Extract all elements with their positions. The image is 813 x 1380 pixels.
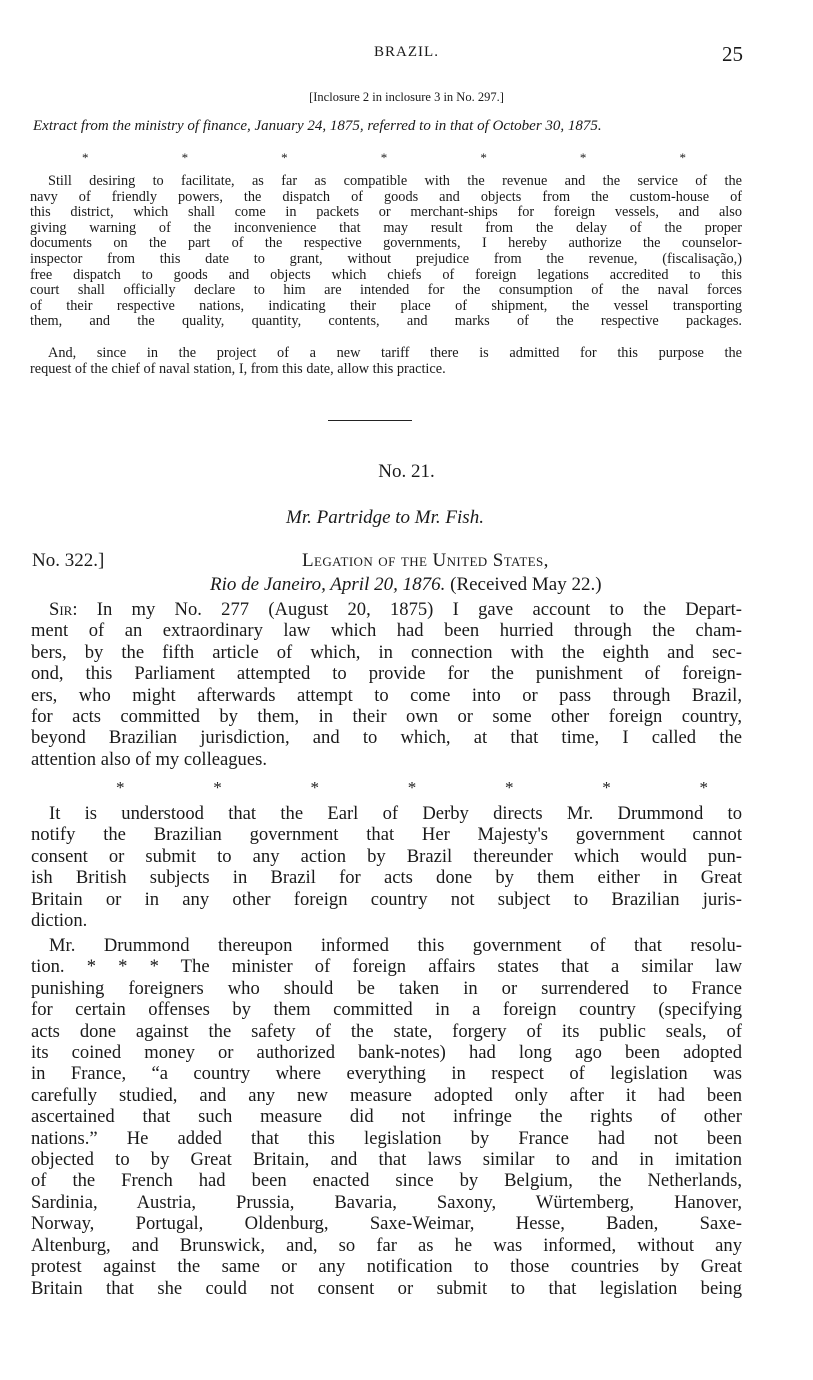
star: *	[505, 778, 514, 797]
star: *	[679, 150, 686, 165]
text-line: in France, “a country where everything in respect of legislation was	[31, 1063, 742, 1085]
text-line: Sardinia, Austria, Prussia, Bavaria, Saxony, Würtemberg, Hanover,	[31, 1191, 742, 1213]
star: *	[281, 150, 288, 165]
letter-title: Mr. Partridge to Mr. Fish.	[286, 507, 484, 528]
text-line: bers, by the fifth article of which, in connection with the eighth and sec-	[31, 641, 742, 663]
star: *	[699, 778, 708, 797]
text-line: Britain or in any other foreign country not subject to Brazilian juris-	[31, 888, 742, 910]
text-line: consent or submit to any action by Brazil thereunder which would pun-	[31, 845, 742, 867]
received-note: (Received May 22.)	[450, 574, 602, 595]
text-line: this district, which shall come in packets or merchant-ships for foreign vessels, and also	[30, 204, 742, 221]
ellipsis-stars-top	[82, 150, 686, 166]
text-line: And, since in the project of a new tariff there is admitted for this purpose the	[48, 345, 742, 361]
text-line: beyond Brazilian jurisdiction, and to which, at that time, I called the	[31, 727, 742, 749]
text-line: its coined money or authorized bank-notes) had long ago been adopted	[31, 1042, 742, 1064]
text-line: carefully studied, and any new measure adopted only after it had been	[31, 1084, 742, 1106]
extract-title: Extract from the ministry of finance, January 24, 1875, referred to in that of October 30, 1875.	[33, 118, 602, 134]
text-line: free dispatch to goods and objects which chiefs of foreign legations accredited to this	[30, 266, 742, 283]
text-line: ascertained that such measure did not infringe the rights of other	[31, 1106, 742, 1128]
star: *	[407, 778, 417, 797]
document-number: No. 21.	[378, 461, 435, 482]
text-line: ers, who might afterwards attempt to come into or pass through Brazil,	[31, 684, 742, 706]
text-line: of the French had been enacted since by Belgium, the Netherlands,	[31, 1170, 742, 1192]
text-line: navy of friendly powers, the dispatch of goods and objects from the custom-house of	[30, 188, 742, 205]
star: *	[380, 150, 388, 165]
legation-heading: Legation of the United States,	[302, 550, 549, 571]
text-line: inspector from this date to grant, without prejudice from the revenue, (fiscalisação,)	[30, 250, 742, 267]
running-title: BRAZIL.	[374, 44, 439, 60]
star: *	[116, 778, 125, 797]
text-line: Altenburg, and Brunswick, and, so far as he was informed, without any	[31, 1234, 742, 1256]
salutation: Sir:	[49, 599, 78, 620]
text-line: Sir: In my No. 277 (August 20, 1875) I gave account to the Depart-	[49, 599, 742, 620]
dispatch-number: No. 322.]	[32, 550, 105, 571]
star: *	[602, 778, 611, 797]
text-line: Norway, Portugal, Oldenburg, Saxe-Weimar, Hesse, Baden, Saxe-	[31, 1213, 742, 1235]
star: *	[579, 150, 587, 165]
page-number: 25	[722, 42, 743, 66]
text-line: court shall officially declare to him are intended for the consumption of the naval forces	[30, 282, 742, 299]
star: *	[310, 778, 319, 797]
text-line: documents on the part of the respective governments, I hereby authorize the counselor-	[30, 235, 742, 252]
text-line: notify the Brazilian government that Her Majesty's government cannot	[31, 824, 742, 846]
text-line: request of the chief of naval station, I, from this date, allow this practice.	[30, 360, 446, 377]
ellipsis-stars-letter	[116, 778, 708, 798]
text-line: attention also of my colleagues.	[31, 748, 267, 770]
letter-paragraph-2	[31, 803, 742, 931]
text-line: for certain offenses by them committed in a foreign country (specifying	[31, 999, 742, 1021]
inclosure-note: [Inclosure 2 in inclosure 3 in No. 297.]	[309, 90, 504, 104]
text-line: Britain that she could not consent or submit to that legislation being	[31, 1277, 742, 1299]
text-line: ment of an extraordinary law which had been hurried through the cham-	[31, 620, 742, 642]
text-line: for acts committed by them, in their own or some other foreign country,	[31, 706, 742, 728]
extract-paragraph-1	[30, 174, 742, 330]
star: *	[480, 150, 487, 165]
text-line: It is understood that the Earl of Derby directs Mr. Drummond to	[49, 803, 742, 824]
text-line: punishing foreigners who should be taken in or surrendered to France	[31, 977, 742, 999]
section-divider	[328, 420, 412, 421]
text-line: objected to by Great Britain, and that laws similar to and in imitation	[31, 1149, 742, 1171]
text-line: acts done against the safety of the state, forgery of its public seals, of	[31, 1020, 742, 1042]
letter-paragraph-1	[31, 599, 742, 770]
text-line: Mr. Drummond thereupon informed this government of that resolu-	[49, 935, 742, 956]
dateline	[210, 574, 602, 596]
text-line: giving warning of the inconvenience that may result from the delay of the proper	[30, 219, 742, 236]
text-line: tion. * * * The minister of foreign affairs states that a similar law	[31, 956, 742, 978]
text-line: ish British subjects in Brazil for acts done by them either in Great	[31, 867, 742, 889]
text-line: ond, this Parliament attempted to provide for the punishment of foreign-	[31, 663, 742, 685]
letter-paragraph-3	[31, 935, 742, 1299]
text-line: them, and the quality, quantity, contents, and marks of the respective packages.	[30, 313, 742, 330]
text-line: Still desiring to facilitate, as far as compatible with the revenue and the service of the	[48, 173, 742, 189]
extract-paragraph-2	[30, 346, 742, 377]
star: *	[181, 150, 189, 165]
place-date: Rio de Janeiro, April 20, 1876.	[210, 574, 446, 595]
text-line: nations.” He added that this legislation by France had not been	[31, 1127, 742, 1149]
text-line: of their respective nations, indicating their place of shipment, the vessel transporting	[30, 297, 742, 314]
text-line: protest against the same or any notification to those countries by Great	[31, 1256, 742, 1278]
star: *	[82, 150, 89, 165]
star: *	[213, 778, 222, 797]
text-line: diction.	[31, 910, 88, 932]
